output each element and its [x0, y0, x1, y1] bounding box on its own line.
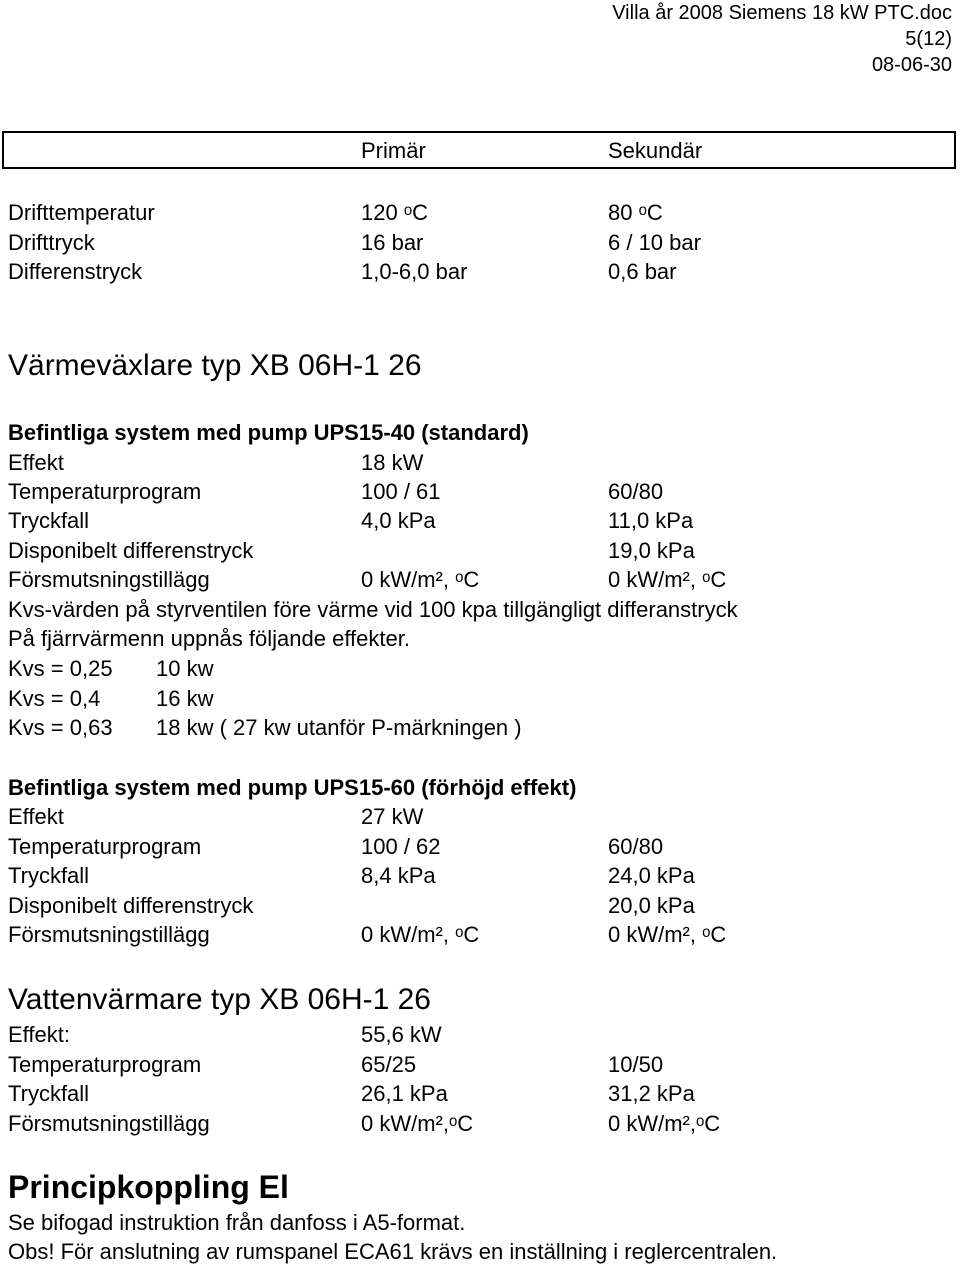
kvs-effect: 18 kw ( 27 kw utanför P-märkningen )	[156, 715, 522, 740]
system2-row	[0, 891, 960, 921]
page-number: 5(12)	[905, 28, 952, 50]
secondary-value: 80 ᵒC	[608, 200, 663, 225]
kvs-note: Kvs-värden på styrventilen före värme vid 100 kpa tillgängligt differanstryck	[8, 597, 738, 622]
system1-row	[0, 448, 960, 478]
system1-row	[0, 536, 960, 566]
secondary-value: 10/50	[608, 1052, 664, 1077]
secondary-value: 0,6 bar	[608, 259, 677, 284]
primary-value: 0 kW/m², ᵒC	[361, 922, 480, 947]
principle-line2: Obs! För anslutning av rumspanel ECA61 krävs en inställning i reglercentralen.	[8, 1239, 778, 1264]
row-label: Differenstryck	[8, 259, 143, 284]
primary-value: 16 bar	[361, 230, 424, 255]
row-label: Försmutsningstillägg	[8, 922, 210, 947]
principle-title: Principkoppling El	[8, 1169, 289, 1205]
primary-value: 1,0-6,0 bar	[361, 259, 468, 284]
primary-value: 0 kW/m²,ᵒC	[361, 1111, 474, 1136]
row-label: Effekt	[8, 450, 64, 475]
row-label: Försmutsningstillägg	[8, 1111, 210, 1136]
secondary-value: 20,0 kPa	[608, 893, 695, 918]
row-label: Disponibelt differenstryck	[8, 893, 254, 918]
secondary-value: 0 kW/m²,ᵒC	[608, 1111, 721, 1136]
kvs-effect: 10 kw	[156, 656, 214, 681]
system2-row	[0, 861, 960, 891]
system1-title: Befintliga system med pump UPS15-40 (standard)	[8, 420, 529, 445]
operating-row	[0, 228, 960, 258]
document-header	[612, 0, 952, 78]
system1-row	[0, 477, 960, 507]
system1-row	[0, 565, 960, 595]
secondary-value: 31,2 kPa	[608, 1081, 695, 1106]
system2-row	[0, 920, 960, 950]
row-label: Temperaturprogram	[8, 479, 202, 504]
primary-value: 120 ᵒC	[361, 200, 429, 225]
row-label: Försmutsningstillägg	[8, 567, 210, 592]
heater-row	[0, 1020, 960, 1050]
secondary-value: 0 kW/m², ᵒC	[608, 922, 727, 947]
system2-row	[0, 802, 960, 832]
row-label: Drifttryck	[8, 230, 95, 255]
row-label: Disponibelt differenstryck	[8, 538, 254, 563]
kvs-value: Kvs = 0,4	[8, 686, 101, 711]
secondary-value: 11,0 kPa	[608, 508, 694, 533]
row-label: Effekt	[8, 804, 64, 829]
primary-value: 55,6 kW	[361, 1022, 442, 1047]
kvs-effect: 16 kw	[156, 686, 214, 711]
principle-line1: Se bifogad instruktion från danfoss i A5-format.	[8, 1210, 466, 1235]
column-headers	[0, 136, 960, 166]
primary-value: 4,0 kPa	[361, 508, 436, 533]
primary-value: 0 kW/m², ᵒC	[361, 567, 480, 592]
primary-value: 65/25	[361, 1052, 417, 1077]
row-label: Temperaturprogram	[8, 1052, 202, 1077]
primary-value: 27 kW	[361, 804, 424, 829]
secondary-column-header: Sekundär	[608, 138, 703, 163]
row-label: Effekt:	[8, 1022, 70, 1047]
kvs-row	[0, 713, 960, 743]
system2-row	[0, 832, 960, 862]
row-label: Tryckfall	[8, 863, 90, 888]
document-date: 08-06-30	[871, 54, 952, 76]
heater-row	[0, 1109, 960, 1139]
secondary-value: 6 / 10 bar	[608, 230, 701, 255]
row-label: Tryckfall	[8, 508, 90, 533]
row-label: Drifttemperatur	[8, 200, 155, 225]
secondary-value: 0 kW/m², ᵒC	[608, 567, 727, 592]
kvs-value: Kvs = 0,25	[8, 656, 113, 681]
system1-row	[0, 506, 960, 536]
document-filename: Villa år 2008 Siemens 18 kW PTC.doc	[612, 2, 952, 24]
water-heater-title: Vattenvärmare typ XB 06H-1 26	[8, 983, 431, 1016]
secondary-value: 19,0 kPa	[608, 538, 695, 563]
row-label: Temperaturprogram	[8, 834, 202, 859]
primary-value: 18 kW	[361, 450, 424, 475]
secondary-value: 60/80	[608, 479, 664, 504]
operating-row	[0, 198, 960, 228]
heat-exchanger-title: Värmeväxlare typ XB 06H-1 26	[8, 349, 422, 382]
operating-row	[0, 257, 960, 287]
kvs-row	[0, 684, 960, 714]
heater-row	[0, 1079, 960, 1109]
row-label: Tryckfall	[8, 1081, 90, 1106]
heater-row	[0, 1050, 960, 1080]
system2-title: Befintliga system med pump UPS15-60 (förhöjd effekt)	[8, 775, 577, 800]
effects-note: På fjärrvärmenn uppnås följande effekter.	[8, 626, 410, 651]
primary-value: 26,1 kPa	[361, 1081, 448, 1106]
primary-value: 100 / 62	[361, 834, 441, 859]
primary-column-header: Primär	[361, 138, 426, 163]
kvs-row	[0, 654, 960, 684]
secondary-value: 60/80	[608, 834, 664, 859]
secondary-value: 24,0 kPa	[608, 863, 695, 888]
primary-value: 100 / 61	[361, 479, 441, 504]
primary-value: 8,4 kPa	[361, 863, 436, 888]
kvs-value: Kvs = 0,63	[8, 715, 113, 740]
